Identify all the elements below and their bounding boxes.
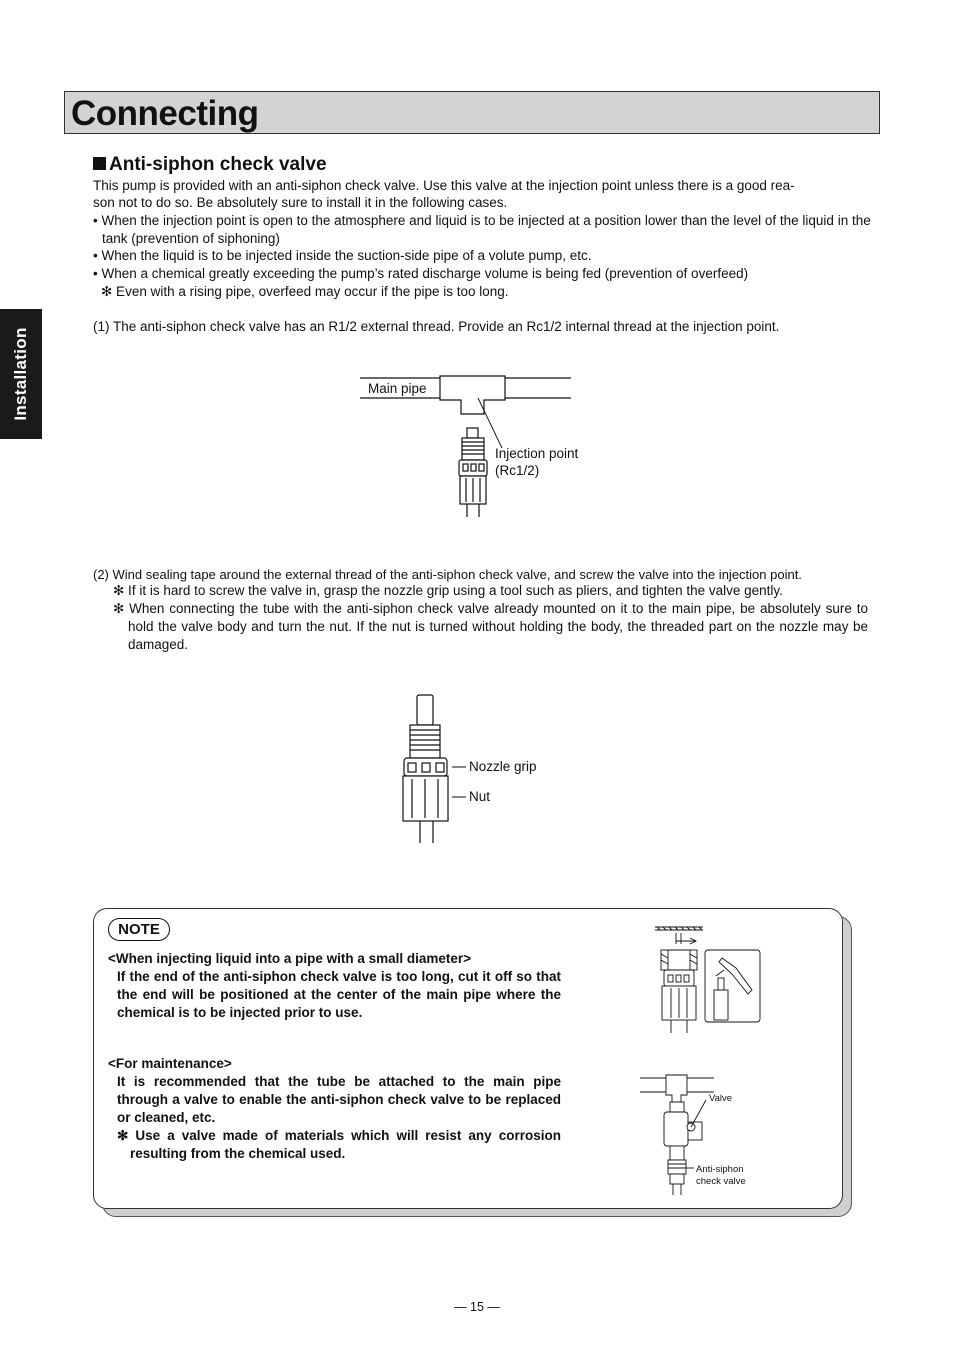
note-item-1-body: If the end of the anti-siphon check valve is too long, cut it off so that the end will be positioned at the center of the main pipe where the chemical is to be injected prior to use. (117, 969, 561, 1020)
note-badge: NOTE (108, 918, 170, 941)
note-item-2-note: ✻ Use a valve made of materials which will resist any corrosion resulting from the chemical used. (117, 1128, 561, 1161)
page-number: — 15 — (454, 1300, 500, 1314)
bullet-item-3: • When a chemical greatly exceeding the pump’s rated discharge volume is being fed (prevention of overfeed) (93, 266, 749, 281)
section-heading-text: Anti-siphon check valve (109, 154, 327, 175)
nut-label: Nut (469, 789, 491, 804)
check-valve-label-2: check valve (696, 1176, 746, 1187)
note-item-2-body: It is recommended that the tube be attached to the main pipe through a valve to enable the anti-siphon check valve to be replaced or cleaned, etc. (117, 1074, 561, 1125)
bullet-note: ✻ Even with a rising pipe, overfeed may occur if the pipe is too long. (101, 284, 509, 299)
step-2-note-1: ✻ If it is hard to screw the valve in, grasp the nozzle grip using a tool such as pliers, and tighten the valve gently. (113, 583, 783, 598)
square-bullet-icon (93, 157, 106, 170)
title-bar (64, 91, 880, 134)
page-number-value: 15 (470, 1300, 484, 1314)
intro-line-1: This pump is provided with an anti-siphon check valve. Use this valve at the injection point unless there is a good rea- (93, 178, 795, 193)
valve-label: Valve (709, 1093, 733, 1104)
side-tab (0, 309, 42, 439)
step-2: (2) Wind sealing tape around the external thread of the anti-siphon check valve, and screw the valve into the injection point. (93, 567, 802, 582)
note-item-1-heading: <When injecting liquid into a pipe with a small diameter> (108, 951, 472, 966)
injection-point-label: Injection point (495, 446, 579, 461)
main-pipe-label: Main pipe (368, 381, 427, 396)
step-2-note-2: ✻ When connecting the tube with the anti-siphon check valve already mounted on it to the main pipe, be absolutely sure to hold the valve body and turn the nut. If the nut is turned without holding the body, the threaded part on the nozzle may be damaged. (113, 601, 868, 652)
check-valve-label-1: Anti-siphon (696, 1164, 744, 1175)
side-tab-label: Installation (11, 327, 30, 421)
step-1: (1) The anti-siphon check valve has an R1/2 external thread. Provide an Rc1/2 internal thread at the injection point. (93, 319, 780, 334)
nozzle-grip-label: Nozzle grip (469, 759, 537, 774)
intro-line-2: son not to do so. Be absolutely sure to install it in the following cases. (93, 195, 508, 210)
page-title: Connecting (71, 94, 259, 133)
injection-point-thread-label: (Rc1/2) (495, 463, 540, 478)
note-item-2-heading: <For maintenance> (108, 1056, 232, 1071)
bullet-item-2: • When the liquid is to be injected inside the suction-side pipe of a volute pump, etc. (93, 248, 592, 263)
bullet-item-1: • When the injection point is open to the atmosphere and liquid is to be injected at a position lower than the level of the liquid in the tank (prevention of siphoning) (93, 213, 871, 246)
section-heading (93, 154, 327, 176)
